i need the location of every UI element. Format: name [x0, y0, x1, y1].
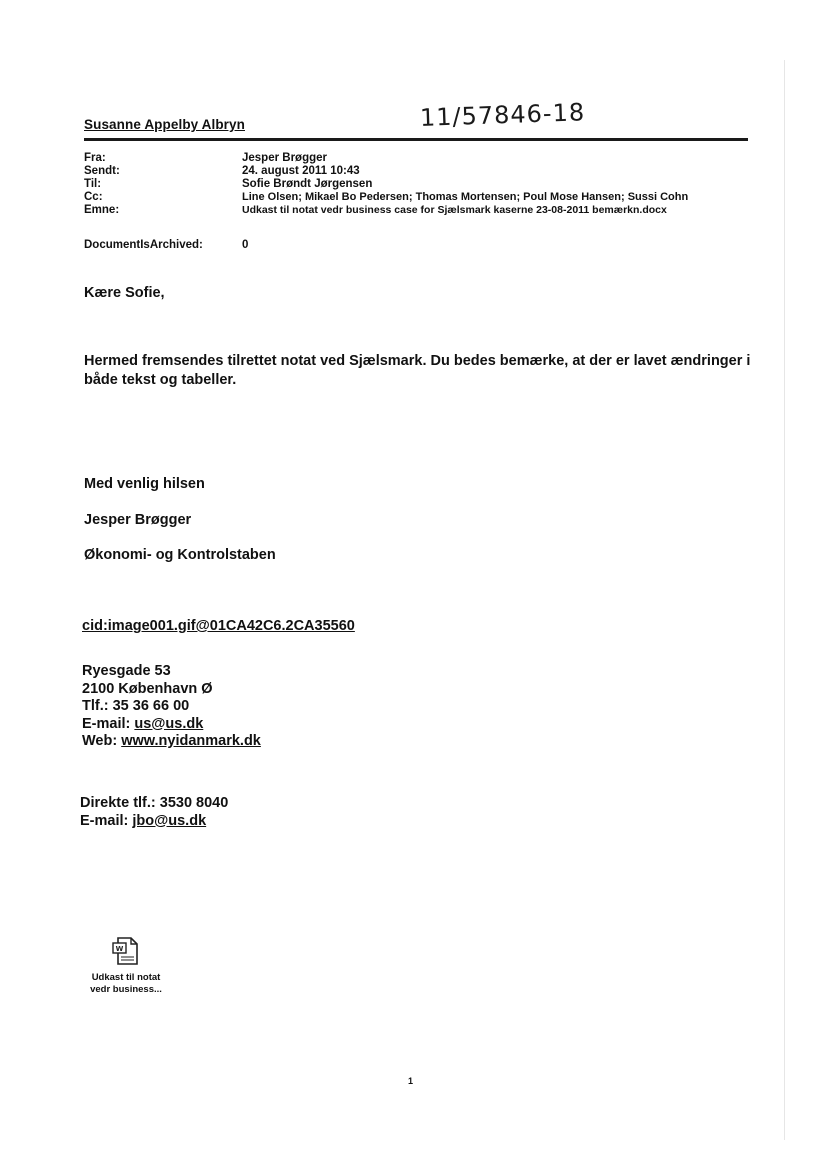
- address-street: Ryesgade 53: [82, 663, 171, 679]
- signature-image-link[interactable]: cid:image001.gif@01CA42C6.2CA35560: [82, 618, 355, 634]
- header-sent-label: Sendt:: [84, 165, 120, 177]
- organization-address: [82, 663, 261, 751]
- documents-archived-row: [84, 239, 248, 251]
- header-to-label: Til:: [84, 178, 102, 190]
- attachment-label: [86, 972, 166, 996]
- header-sent-row: [84, 165, 744, 178]
- direct-email-link[interactable]: jbo@us.dk: [132, 812, 207, 829]
- address-web-line: [82, 733, 261, 751]
- sender-name: Jesper Brøgger: [84, 512, 192, 528]
- header-rule: [84, 138, 748, 141]
- address-email-label: E-mail:: [82, 715, 135, 732]
- page-number: 1: [408, 1076, 414, 1086]
- header-from-row: [84, 152, 744, 165]
- attachment[interactable]: [86, 934, 166, 996]
- header-from-value: Jesper Brøgger: [242, 152, 328, 164]
- header-cc-label: Cc:: [84, 191, 103, 203]
- header-to-value: Sofie Brøndt Jørgensen: [242, 178, 373, 190]
- salutation: Kære Sofie,: [84, 285, 165, 301]
- attachment-label-line-2: vedr business...: [90, 984, 162, 995]
- address-web-link[interactable]: www.nyidanmark.dk: [121, 733, 261, 749]
- direct-contact: [80, 795, 228, 830]
- email-header-fields: [84, 152, 744, 217]
- address-email-link[interactable]: us@us.dk: [134, 715, 204, 732]
- message-body: [84, 352, 764, 390]
- address-phone: Tlf.: 35 36 66 00: [82, 698, 190, 714]
- closing-greeting: Med venlig hilsen: [84, 476, 205, 492]
- address-city: 2100 København Ø: [82, 680, 213, 697]
- attachment-label-line-1: Udkast til notat: [91, 972, 161, 983]
- svg-text:W: W: [115, 945, 124, 953]
- page-edge-shadow: [784, 60, 785, 1140]
- mailbox-owner: Susanne Appelby Albryn: [84, 117, 245, 132]
- documents-archived-label: DocumentIsArchived:: [84, 239, 203, 251]
- header-subject-row: [84, 204, 744, 217]
- sender-department: Økonomi- og Kontrolstaben: [84, 547, 276, 563]
- header-to-row: [84, 178, 744, 191]
- documents-archived-value: 0: [242, 239, 249, 251]
- header-from-label: Fra:: [84, 152, 106, 164]
- address-email-line: [82, 716, 261, 734]
- message-body-line-2: både tekst og tabeller.: [84, 372, 237, 388]
- header-cc-row: [84, 191, 744, 204]
- word-document-icon: [109, 934, 143, 968]
- direct-email-label: E-mail:: [80, 812, 133, 829]
- header-cc-value: Line Olsen; Mikael Bo Pedersen; Thomas Mortensen; Poul Mose Hansen; Sussi Cohn: [242, 191, 689, 203]
- handwritten-reference-number: 11/57846-18: [419, 98, 586, 132]
- direct-email-line: [80, 813, 228, 831]
- header-subject-label: Emne:: [84, 204, 120, 216]
- header-subject-value: Udkast til notat vedr business case for Sjælsmark kaserne 23-08-2011 bemærkn.docx: [242, 204, 667, 216]
- message-body-line-1: Hermed fremsendes tilrettet notat ved Sjælsmark. Du bedes bemærke, at der er lavet ændringer i: [84, 353, 751, 369]
- direct-phone: Direkte tlf.: 3530 8040: [80, 795, 229, 811]
- header-sent-value: 24. august 2011 10:43: [242, 165, 360, 177]
- address-web-label: Web:: [82, 733, 122, 749]
